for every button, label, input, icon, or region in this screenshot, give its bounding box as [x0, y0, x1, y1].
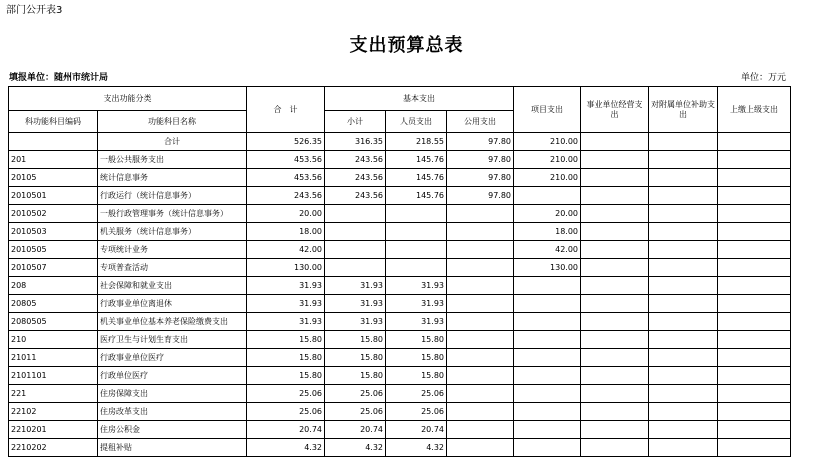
row-total: 243.56	[247, 187, 325, 205]
row-total: 15.80	[247, 349, 325, 367]
row-name: 社会保障和就业支出	[98, 277, 247, 295]
row-personnel: 15.80	[386, 367, 447, 385]
header-upper: 上缴上级支出	[718, 87, 791, 133]
row-total: 25.06	[247, 403, 325, 421]
row-project	[514, 439, 581, 457]
row-total: 526.35	[247, 133, 325, 151]
row-name: 住房改革支出	[98, 403, 247, 421]
row-public	[447, 331, 514, 349]
row-name: 合计	[98, 133, 247, 151]
row-subtotal: 31.93	[325, 277, 386, 295]
row-name: 统计信息事务	[98, 169, 247, 187]
row-project	[514, 367, 581, 385]
row-total: 4.32	[247, 439, 325, 457]
row-project	[514, 421, 581, 439]
row-total: 20.00	[247, 205, 325, 223]
row-upper	[718, 349, 791, 367]
table-row	[9, 151, 791, 169]
row-subtotal	[325, 241, 386, 259]
row-biz-op	[581, 241, 649, 259]
currency-unit: 单位：万元	[741, 73, 787, 83]
table-row	[9, 349, 791, 367]
row-biz-op	[581, 349, 649, 367]
row-total: 15.80	[247, 331, 325, 349]
row-affiliate	[649, 313, 718, 331]
table-row	[9, 187, 791, 205]
row-upper	[718, 223, 791, 241]
row-upper	[718, 187, 791, 205]
row-project	[514, 187, 581, 205]
row-public	[447, 367, 514, 385]
table-row	[9, 169, 791, 187]
row-upper	[718, 169, 791, 187]
row-affiliate	[649, 205, 718, 223]
row-personnel: 145.76	[386, 187, 447, 205]
row-subtotal: 243.56	[325, 151, 386, 169]
row-code: 22102	[9, 403, 98, 421]
row-personnel	[386, 241, 447, 259]
row-biz-op	[581, 187, 649, 205]
row-code: 208	[9, 277, 98, 295]
table-row	[9, 205, 791, 223]
row-project	[514, 403, 581, 421]
row-public	[447, 241, 514, 259]
row-biz-op	[581, 439, 649, 457]
row-biz-op	[581, 367, 649, 385]
row-personnel: 31.93	[386, 277, 447, 295]
row-name: 一般行政管理事务（统计信息事务）	[98, 205, 247, 223]
row-subtotal: 4.32	[325, 439, 386, 457]
table-row	[9, 133, 791, 151]
row-subtotal	[325, 259, 386, 277]
row-public	[447, 385, 514, 403]
row-personnel: 218.55	[386, 133, 447, 151]
row-public	[447, 403, 514, 421]
row-name: 提租补贴	[98, 439, 247, 457]
row-affiliate	[649, 187, 718, 205]
row-upper	[718, 403, 791, 421]
row-personnel	[386, 223, 447, 241]
row-affiliate	[649, 403, 718, 421]
row-personnel	[386, 259, 447, 277]
table-row	[9, 295, 791, 313]
row-public: 97.80	[447, 187, 514, 205]
row-project: 42.00	[514, 241, 581, 259]
row-subtotal	[325, 223, 386, 241]
header-basic: 基本支出	[325, 87, 514, 111]
row-total: 42.00	[247, 241, 325, 259]
row-upper	[718, 295, 791, 313]
row-code: 2010505	[9, 241, 98, 259]
row-project: 20.00	[514, 205, 581, 223]
row-code: 20105	[9, 169, 98, 187]
row-code	[9, 133, 98, 151]
row-subtotal: 15.80	[325, 331, 386, 349]
row-subtotal: 316.35	[325, 133, 386, 151]
row-public: 97.80	[447, 133, 514, 151]
row-name: 机关服务（统计信息事务）	[98, 223, 247, 241]
row-affiliate	[649, 367, 718, 385]
table-row	[9, 421, 791, 439]
row-affiliate	[649, 151, 718, 169]
row-total: 31.93	[247, 313, 325, 331]
page-label: 部门公开表3	[6, 5, 63, 16]
row-affiliate	[649, 277, 718, 295]
table-row	[9, 403, 791, 421]
table-row	[9, 439, 791, 457]
row-upper	[718, 259, 791, 277]
row-code: 2210201	[9, 421, 98, 439]
row-public	[447, 259, 514, 277]
row-total: 18.00	[247, 223, 325, 241]
row-personnel: 15.80	[386, 349, 447, 367]
row-affiliate	[649, 439, 718, 457]
row-name: 住房公积金	[98, 421, 247, 439]
table-row	[9, 259, 791, 277]
row-subtotal: 31.93	[325, 295, 386, 313]
table-row	[9, 313, 791, 331]
row-biz-op	[581, 313, 649, 331]
row-subtotal: 243.56	[325, 169, 386, 187]
table-row	[9, 385, 791, 403]
row-personnel: 145.76	[386, 151, 447, 169]
row-project: 210.00	[514, 133, 581, 151]
row-upper	[718, 205, 791, 223]
row-project	[514, 385, 581, 403]
row-affiliate	[649, 295, 718, 313]
row-code: 2101101	[9, 367, 98, 385]
page-title: 支出预算总表	[349, 35, 464, 56]
row-affiliate	[649, 331, 718, 349]
row-personnel: 145.76	[386, 169, 447, 187]
row-affiliate	[649, 133, 718, 151]
row-affiliate	[649, 241, 718, 259]
header-affiliate: 对附属单位补助支出	[649, 87, 718, 133]
header-biz-op: 事业单位经营支出	[581, 87, 649, 133]
row-upper	[718, 277, 791, 295]
row-name: 住房保障支出	[98, 385, 247, 403]
row-total: 20.74	[247, 421, 325, 439]
row-name: 机关事业单位基本养老保险缴费支出	[98, 313, 247, 331]
row-biz-op	[581, 331, 649, 349]
row-personnel: 31.93	[386, 295, 447, 313]
row-upper	[718, 367, 791, 385]
row-upper	[718, 313, 791, 331]
row-name: 医疗卫生与计划生育支出	[98, 331, 247, 349]
row-biz-op	[581, 169, 649, 187]
row-biz-op	[581, 295, 649, 313]
row-affiliate	[649, 169, 718, 187]
row-total: 25.06	[247, 385, 325, 403]
row-affiliate	[649, 349, 718, 367]
row-project: 210.00	[514, 169, 581, 187]
row-upper	[718, 133, 791, 151]
row-public	[447, 223, 514, 241]
header-name: 功能科目名称	[98, 111, 247, 133]
table-row	[9, 241, 791, 259]
header-personnel: 人员支出	[386, 111, 447, 133]
header-public: 公用支出	[447, 111, 514, 133]
row-code: 210	[9, 331, 98, 349]
row-upper	[718, 385, 791, 403]
table-row	[9, 331, 791, 349]
header-code: 科功能科目编码	[9, 111, 98, 133]
row-total: 453.56	[247, 151, 325, 169]
row-name: 行政事业单位离退休	[98, 295, 247, 313]
row-project	[514, 349, 581, 367]
table-row	[9, 223, 791, 241]
row-total: 130.00	[247, 259, 325, 277]
row-upper	[718, 439, 791, 457]
row-name: 一般公共服务支出	[98, 151, 247, 169]
row-project: 18.00	[514, 223, 581, 241]
row-affiliate	[649, 259, 718, 277]
row-project	[514, 295, 581, 313]
row-upper	[718, 331, 791, 349]
row-affiliate	[649, 385, 718, 403]
row-total: 31.93	[247, 277, 325, 295]
row-name: 专项统计业务	[98, 241, 247, 259]
row-code: 2010502	[9, 205, 98, 223]
row-name: 行政事业单位医疗	[98, 349, 247, 367]
row-total: 31.93	[247, 295, 325, 313]
row-code: 221	[9, 385, 98, 403]
row-personnel: 15.80	[386, 331, 447, 349]
row-public	[447, 277, 514, 295]
row-code: 2080505	[9, 313, 98, 331]
row-personnel: 31.93	[386, 313, 447, 331]
row-public: 97.80	[447, 151, 514, 169]
row-code: 2010503	[9, 223, 98, 241]
row-biz-op	[581, 205, 649, 223]
row-code: 2010507	[9, 259, 98, 277]
row-upper	[718, 151, 791, 169]
row-biz-op	[581, 385, 649, 403]
row-project: 130.00	[514, 259, 581, 277]
table-row	[9, 277, 791, 295]
budget-table	[8, 86, 791, 457]
row-name: 行政运行（统计信息事务）	[98, 187, 247, 205]
row-subtotal: 25.06	[325, 403, 386, 421]
row-affiliate	[649, 223, 718, 241]
header-func-class: 支出功能分类	[9, 87, 247, 111]
row-public: 97.80	[447, 169, 514, 187]
row-biz-op	[581, 259, 649, 277]
row-upper	[718, 421, 791, 439]
reporting-unit: 填报单位：随州市统计局	[9, 73, 109, 83]
row-personnel: 20.74	[386, 421, 447, 439]
row-biz-op	[581, 151, 649, 169]
row-project: 210.00	[514, 151, 581, 169]
row-public	[447, 295, 514, 313]
row-public	[447, 421, 514, 439]
row-subtotal: 31.93	[325, 313, 386, 331]
row-project	[514, 277, 581, 295]
header-project: 项目支出	[514, 87, 581, 133]
row-biz-op	[581, 277, 649, 295]
row-name: 专项普查活动	[98, 259, 247, 277]
row-upper	[718, 241, 791, 259]
row-code: 2010501	[9, 187, 98, 205]
row-public	[447, 349, 514, 367]
row-code: 21011	[9, 349, 98, 367]
row-biz-op	[581, 421, 649, 439]
row-personnel	[386, 205, 447, 223]
row-code: 20805	[9, 295, 98, 313]
row-personnel: 25.06	[386, 403, 447, 421]
row-personnel: 4.32	[386, 439, 447, 457]
header-total: 合 计	[247, 87, 325, 133]
row-subtotal: 15.80	[325, 349, 386, 367]
row-project	[514, 313, 581, 331]
row-biz-op	[581, 403, 649, 421]
row-name: 行政单位医疗	[98, 367, 247, 385]
row-personnel: 25.06	[386, 385, 447, 403]
row-biz-op	[581, 223, 649, 241]
row-project	[514, 331, 581, 349]
row-total: 453.56	[247, 169, 325, 187]
row-public	[447, 205, 514, 223]
row-biz-op	[581, 133, 649, 151]
row-subtotal	[325, 205, 386, 223]
row-subtotal: 25.06	[325, 385, 386, 403]
row-public	[447, 313, 514, 331]
row-subtotal: 20.74	[325, 421, 386, 439]
row-subtotal: 15.80	[325, 367, 386, 385]
table-row	[9, 367, 791, 385]
header-subtotal: 小计	[325, 111, 386, 133]
row-public	[447, 439, 514, 457]
row-code: 201	[9, 151, 98, 169]
row-subtotal: 243.56	[325, 187, 386, 205]
row-total: 15.80	[247, 367, 325, 385]
row-code: 2210202	[9, 439, 98, 457]
row-affiliate	[649, 421, 718, 439]
